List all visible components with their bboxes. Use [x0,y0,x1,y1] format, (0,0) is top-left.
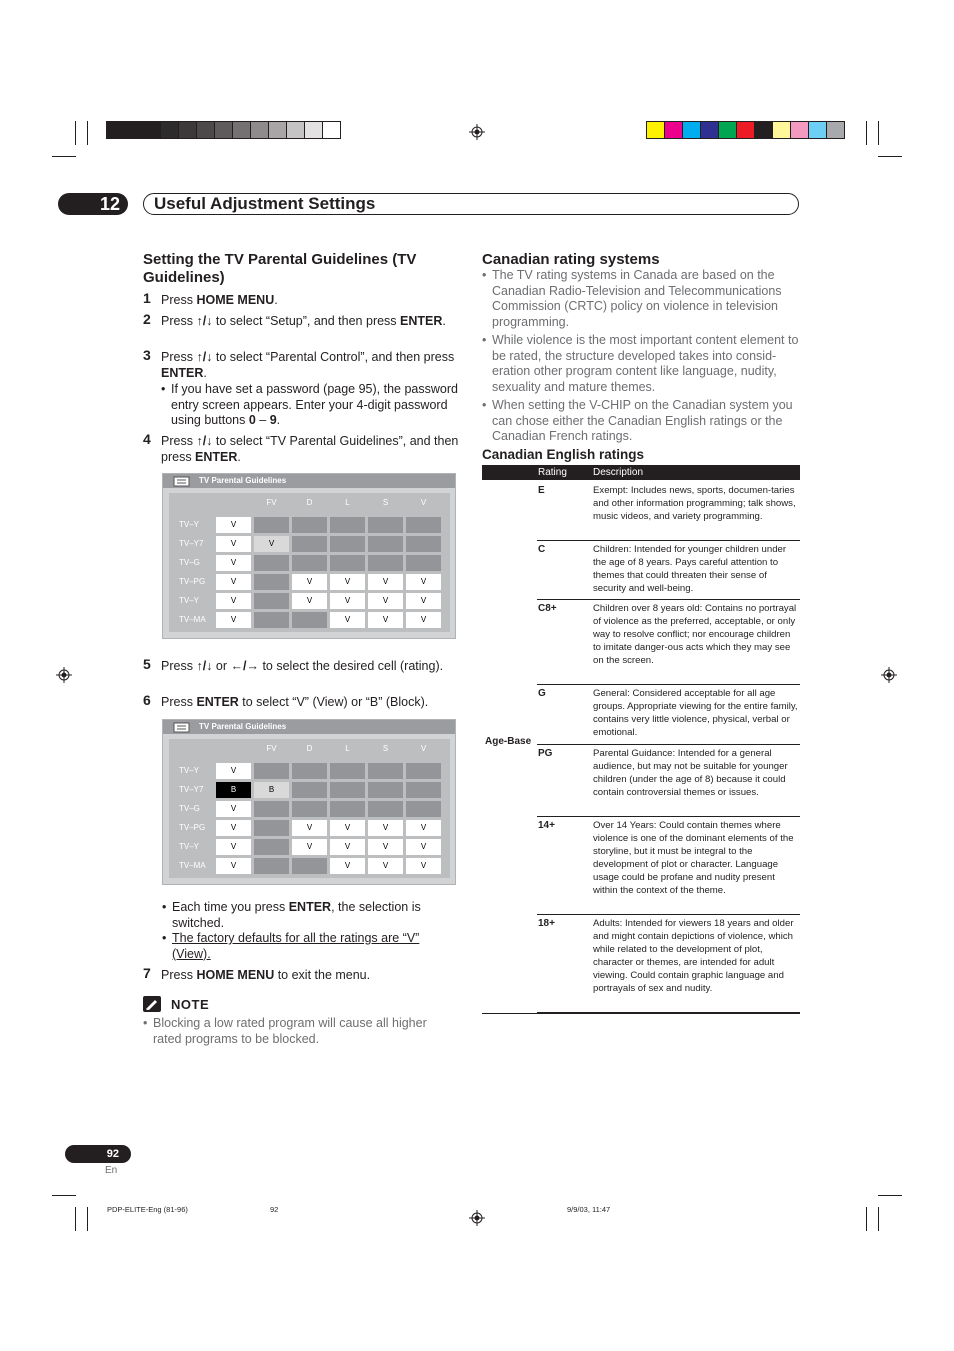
content-rating-cell[interactable] [330,763,365,779]
content-rating-cell[interactable] [368,763,403,779]
rating-row-label: TV–Y7 [179,539,204,548]
rating-code: G [538,688,546,699]
rating-row-label: TV–PG [179,823,206,832]
content-rating-cell[interactable]: V [292,574,327,590]
up-down-arrow-icon: ↑/↓ [196,314,213,328]
page-number: 92 [65,1145,131,1163]
screen-title: TV Parental Guidelines [199,722,287,731]
rating-main-cell[interactable]: V [216,536,251,552]
rating-row-label: TV–Y [179,842,200,851]
column-header: FV [266,498,277,507]
content-rating-cell[interactable]: V [330,858,365,874]
calibration-swatch [251,122,269,138]
registration-mark-icon [469,124,485,140]
crop-mark [75,1207,76,1231]
rating-row-label: TV–Y [179,520,200,529]
rating-row [537,541,800,600]
content-rating-cell[interactable] [254,801,289,817]
tv-parental-guidelines-screen-1 [162,473,456,639]
calibration-swatch [107,122,125,138]
note-label: NOTE [171,997,210,1012]
content-rating-cell[interactable] [406,555,441,571]
up-down-arrow-icon: ↑/↓ [196,659,213,673]
calibration-swatch [269,122,287,138]
content-rating-cell[interactable]: V [330,612,365,628]
chapter-number: 12 [58,193,128,215]
column-header: S [382,744,389,753]
rating-row [537,817,800,915]
calibration-swatch [197,122,215,138]
crop-mark [878,121,879,145]
content-rating-cell[interactable] [368,555,403,571]
language-code: En [105,1165,118,1176]
rating-code: PG [538,748,553,759]
rating-description: Parental Guidance: Intended for a general audience, but may not be suitable for younger children (under the age of 8) because it could contain controversial themes or issues. [593,748,788,798]
content-rating-cell[interactable] [368,782,403,798]
content-rating-cell[interactable]: V [368,612,403,628]
footer-page: 92 [270,1205,279,1214]
calibration-swatch [161,122,179,138]
crop-mark [878,1195,902,1196]
content-rating-cell[interactable] [292,763,327,779]
calibration-swatch [287,122,305,138]
calibration-swatch [215,122,233,138]
table-heading: Canadian English ratings [482,447,645,462]
chapter-title: Useful Adjustment Settings [143,193,799,215]
content-rating-cell[interactable]: V [406,858,441,874]
rating-code: 14+ [538,820,555,831]
footer-date: 9/9/03, 11:47 [567,1205,611,1214]
content-rating-cell[interactable]: V [292,593,327,609]
rating-main-cell[interactable]: B [216,782,251,798]
rating-row-label: TV–PG [179,577,206,586]
section-heading: Canadian rating systems [482,251,660,268]
content-rating-cell[interactable] [368,801,403,817]
rating-code: 18+ [538,918,555,929]
rating-row [537,745,800,817]
rating-row-label: TV–Y [179,766,200,775]
content-rating-cell[interactable] [254,820,289,836]
calibration-swatch [809,122,827,138]
bullet-item: • When setting the V-CHIP on the Canadian system you can chose either the Canadian English ratings or the Canadian French ratings. [482,398,802,445]
content-rating-cell[interactable] [292,858,327,874]
content-rating-cell[interactable] [330,782,365,798]
calibration-swatch [665,122,683,138]
column-header: L [345,498,350,507]
table-header: Rating Description [482,465,800,480]
crop-mark [878,156,902,157]
content-rating-cell[interactable] [406,801,441,817]
column-header: V [420,744,427,753]
content-rating-cell[interactable]: V [406,593,441,609]
rating-main-cell[interactable]: V [216,839,251,855]
up-down-arrow-icon: ↑/↓ [196,350,213,364]
content-rating-cell[interactable] [292,612,327,628]
content-rating-cell[interactable]: V [254,536,289,552]
content-rating-cell[interactable] [330,801,365,817]
rating-row-label: TV–G [179,558,200,567]
registration-mark-icon [881,667,897,683]
content-rating-cell[interactable] [406,536,441,552]
content-rating-cell[interactable]: V [368,574,403,590]
rating-main-cell[interactable]: V [216,555,251,571]
rating-row-label: TV–MA [179,615,206,624]
content-rating-cell[interactable] [254,612,289,628]
column-header: D [306,498,313,507]
calibration-swatch [719,122,737,138]
calibration-swatch [683,122,701,138]
content-rating-cell[interactable]: V [406,820,441,836]
rating-main-cell[interactable]: V [216,820,251,836]
rating-description: Over 14 Years: Could contain themes where violence is one of the dominant elements of the storyline, but it must be integral to the development of plot or character. Language usage could be profane and nudity present within the context of the theme. [593,820,794,896]
rating-main-cell[interactable]: V [216,801,251,817]
content-rating-cell[interactable] [406,517,441,533]
rating-row [537,600,800,685]
content-rating-cell[interactable]: V [406,574,441,590]
rating-row-label: TV–MA [179,861,206,870]
note-pencil-icon [143,996,161,1012]
left-right-arrow-icon: ←/→ [230,659,259,673]
crop-mark [87,121,88,145]
content-rating-cell[interactable]: V [330,574,365,590]
bullet-item: • Each time you press ENTER, the selection is switched. [162,900,452,931]
rating-row [537,685,800,745]
content-rating-cell[interactable] [254,763,289,779]
rating-row-label: TV–G [179,804,200,813]
content-rating-cell[interactable]: V [330,593,365,609]
crop-mark [878,1207,879,1231]
rating-code: C8+ [538,603,557,614]
calibration-swatch [755,122,773,138]
rating-row-label: TV–Y [179,596,200,605]
crop-mark [52,156,76,157]
rating-description: General: Considered acceptable for all age groups. Appropriate viewing for the entire family, contains very little violence, physical, verbal or emotional. [593,688,798,738]
color-calibration-bar [646,121,845,139]
content-rating-cell[interactable] [330,517,365,533]
content-rating-cell[interactable] [254,555,289,571]
registration-mark-icon [469,1210,485,1226]
content-rating-cell[interactable] [406,763,441,779]
column-header: L [345,744,350,753]
calibration-swatch [323,122,340,138]
registration-mark-icon [56,667,72,683]
rating-code: C [538,544,546,555]
content-rating-cell[interactable]: V [292,839,327,855]
content-rating-cell[interactable] [292,536,327,552]
footer-file: PDP-ELITE-Eng (81-96) [107,1205,188,1214]
rating-main-cell[interactable]: V [216,593,251,609]
column-header: S [382,498,389,507]
settings-menu-icon [173,721,193,734]
crop-mark [866,121,867,145]
content-rating-cell[interactable] [330,555,365,571]
crop-mark [75,121,76,145]
calibration-swatch [143,122,161,138]
crop-mark [52,1195,76,1196]
ratings-grid [169,493,450,632]
rating-main-cell[interactable]: V [216,858,251,874]
column-header: V [420,498,427,507]
rating-description: Children over 8 years old: Contains no portrayal of violence as the preferred, acceptable, or only way to resolve conflict; nor encourage children to imitate danger-ous acts which they may see on the screen. [593,603,797,666]
rating-main-cell[interactable]: V [216,763,251,779]
content-rating-cell[interactable] [368,536,403,552]
content-rating-cell[interactable]: V [368,593,403,609]
ratings-grid [169,739,450,878]
calibration-swatch [773,122,791,138]
section-heading: Setting the TV Parental Guidelines (TV Guidelines) [143,251,417,286]
content-rating-cell[interactable] [254,858,289,874]
content-rating-cell[interactable]: V [368,858,403,874]
table-bottom-rule [482,1013,800,1014]
crop-mark [866,1207,867,1231]
note-text: • Blocking a low rated program will cause all higher rated programs to be blocked. [143,1016,448,1047]
rating-main-cell[interactable]: V [216,612,251,628]
rating-row-label: TV–Y7 [179,785,204,794]
calibration-swatch [125,122,143,138]
content-rating-cell[interactable] [254,839,289,855]
rating-main-cell[interactable]: V [216,574,251,590]
rating-main-cell[interactable]: V [216,517,251,533]
content-rating-cell[interactable]: V [406,612,441,628]
calibration-swatch [233,122,251,138]
rating-description: Exempt: Includes news, sports, documen-taries and other information programming; talk shows, music videos, and variety programming. [593,485,796,522]
content-rating-cell[interactable] [254,517,289,533]
bullet-item: • The TV rating systems in Canada are based on the Canadian Radio-Television and Telecommunications Commission (CRTC) policy on violence in television programming. [482,268,802,330]
calibration-swatch [701,122,719,138]
content-rating-cell[interactable] [330,536,365,552]
canadian-bullets [482,268,802,445]
age-base-label: Age-Base [485,736,532,747]
content-rating-cell[interactable]: V [368,820,403,836]
content-rating-cell[interactable] [254,574,289,590]
content-rating-cell[interactable] [368,517,403,533]
rating-description: Children: Intended for younger children under the age of 8 years. Pays careful attention to themes that could threaten their sense of security and well-being. [593,544,787,594]
content-rating-cell[interactable]: V [292,820,327,836]
content-rating-cell[interactable] [292,801,327,817]
content-rating-cell[interactable] [292,555,327,571]
content-rating-cell[interactable]: B [254,782,289,798]
rating-row [537,915,800,1013]
tv-parental-guidelines-screen-2 [162,719,456,885]
calibration-swatch [179,122,197,138]
content-rating-cell[interactable] [292,782,327,798]
calibration-swatch [647,122,665,138]
content-rating-cell[interactable] [254,593,289,609]
calibration-swatch [305,122,323,138]
up-down-arrow-icon: ↑/↓ [196,434,213,448]
grayscale-calibration-bar [106,121,341,139]
calibration-swatch [827,122,844,138]
content-rating-cell[interactable]: V [406,839,441,855]
content-rating-cell[interactable]: V [330,820,365,836]
calibration-swatch [791,122,809,138]
calibration-swatch [737,122,755,138]
content-rating-cell[interactable] [292,517,327,533]
rating-row [537,482,800,541]
content-rating-cell[interactable]: V [368,839,403,855]
rating-description: Adults: Intended for viewers 18 years and older and might contain depictions of violence, which while related to the development of plot, character or themes, are intended for adult viewing. Could contain graphic language and portrayals of sex and nudity. [593,918,794,994]
bullet-list [162,900,452,962]
screen-title: TV Parental Guidelines [199,476,287,485]
column-header: D [306,744,313,753]
content-rating-cell[interactable]: V [330,839,365,855]
bullet-item: • While violence is the most important content element to be rated, the structure developed takes into consid-eration other program content like language, nudity, sexuality and mature themes. [482,333,802,395]
settings-menu-icon [173,475,193,488]
bullet-item: • The factory defaults for all the ratings are “V” (View). [162,931,452,962]
crop-mark [87,1207,88,1231]
column-header: FV [266,744,277,753]
rating-code: E [538,485,545,496]
content-rating-cell[interactable] [406,782,441,798]
